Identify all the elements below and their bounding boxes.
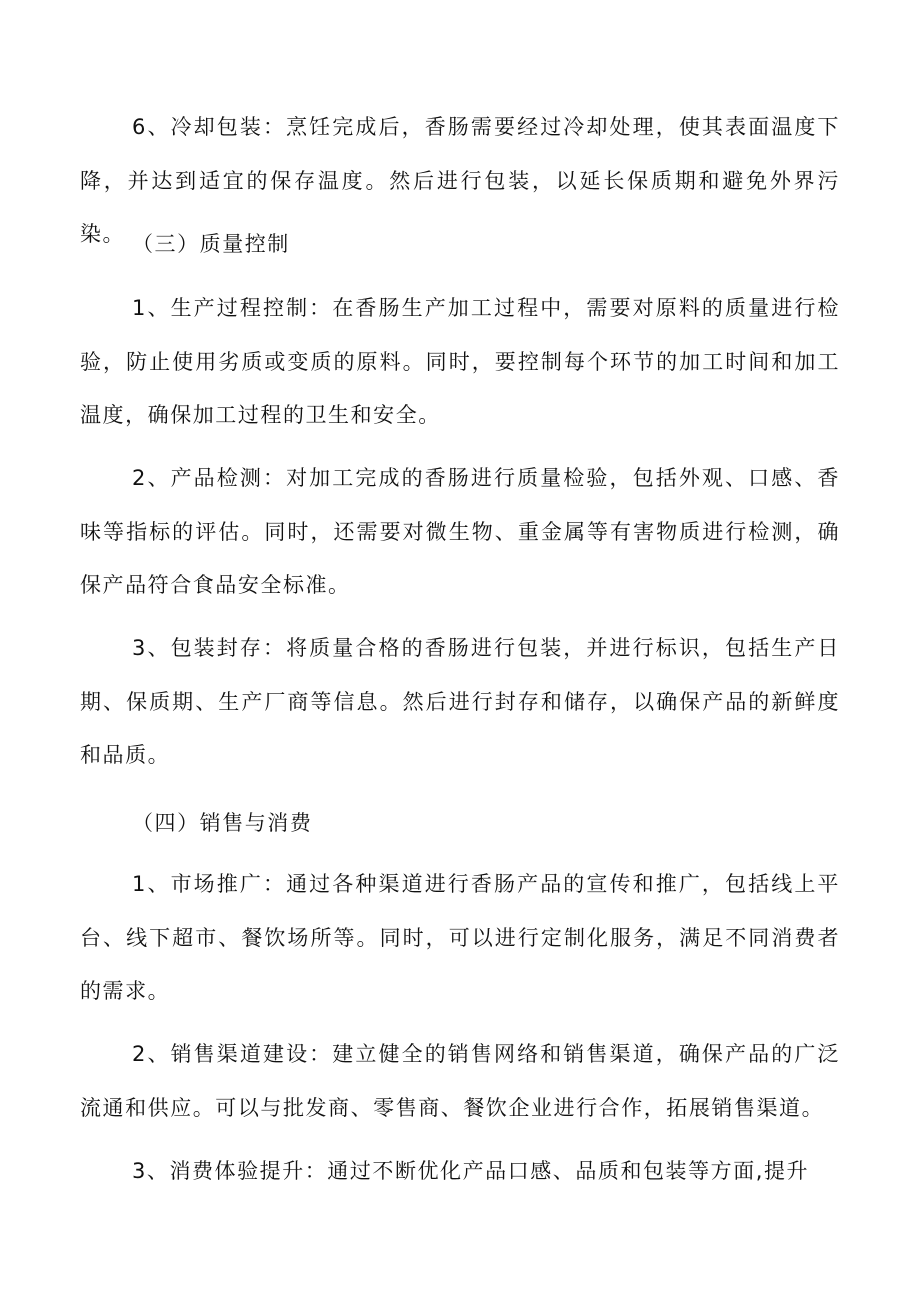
- paragraph-cooling-packaging: 6、冷却包装：烹饪完成后，香肠需要经过冷却处理，使其表面温度下降，并达到适宜的保存温度。然后进行包装，以延长保质期和避免外界污染。: [80, 115, 840, 246]
- paragraph-product-testing: 2、产品检测：对加工完成的香肠进行质量检验，包括外观、口感、香味等指标的评估。同时，还需要对微生物、重金属等有害物质进行检测，确保产品符合食品安全标准。: [80, 466, 840, 597]
- paragraph-consumer-experience: 3、消费体验提升：通过不断优化产品口感、品质和包装等方面,提升: [132, 1159, 810, 1183]
- paragraph-sales-channel-building: 2、销售渠道建设：建立健全的销售网络和销售渠道，确保产品的广泛流通和供应。可以与批发商、零售商、餐饮企业进行合作，拓展销售渠道。: [80, 1042, 840, 1120]
- section-heading-quality-control: （三）质量控制: [132, 232, 290, 256]
- section-heading-sales-consumption: （四）销售与消费: [132, 811, 313, 835]
- paragraph-packaging-sealing: 3、包装封存：将质量合格的香肠进行包装，并进行标识，包括生产日期、保质期、生产厂商等信息。然后进行封存和储存，以确保产品的新鲜度和品质。: [80, 636, 840, 767]
- paragraph-production-process-control: 1、生产过程控制：在香肠生产加工过程中，需要对原料的质量进行检验，防止使用劣质或变质的原料。同时，要控制每个环节的加工时间和加工温度，确保加工过程的卫生和安全。: [80, 296, 840, 427]
- paragraph-market-promotion: 1、市场推广：通过各种渠道进行香肠产品的宣传和推广，包括线上平台、线下超市、餐饮场所等。同时，可以进行定制化服务，满足不同消费者的需求。: [80, 872, 840, 1003]
